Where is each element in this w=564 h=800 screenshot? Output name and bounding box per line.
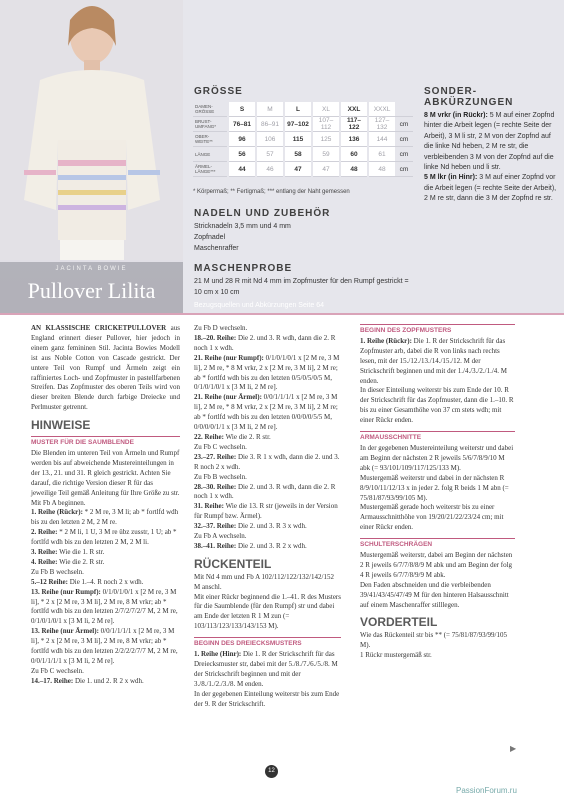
- instruction: [194, 483, 341, 503]
- intro-text: [31, 324, 180, 413]
- size-row-label: OBER-WEITE**: [193, 132, 228, 147]
- size-cell: 57: [256, 147, 284, 162]
- instruction: Mit Fb A beginnen.: [31, 498, 86, 507]
- instruction: In der gegebenen Einteilung weiterstr bis zum Ende der 9. R der Strickschrift.: [194, 689, 340, 708]
- size-cell: 144: [368, 132, 395, 147]
- row-label: 31. Reihe:: [194, 502, 224, 511]
- size-table: [193, 102, 413, 177]
- hem-pattern-text: Die Blenden im unteren Teil von Ärmeln und Rumpf werden bis auf abweichende Mustereinteilungen in der 13., 21. und 31. R gleich gestrickt. Achten Sie darauf, die richtige Version dieser R für das jeweilige Teil gemäß Anleitung für Ihre Größe zu str.: [31, 448, 180, 497]
- abbrev-def: 5 M auf einer Zopfnd hinter die Arbeit legen (= rechte Seite der Arbeit), 3 M li str, 2 M von der Zopfnd auf die linke Nd heben, 2 M re str, die verbleibenden 3 M von der Zopfnd auf die linke Nd heben und li str.: [424, 112, 555, 172]
- size-cell: 117–122: [340, 117, 368, 132]
- sources-note: Bezugsquellen und Abkürzungen Seite 64: [194, 302, 324, 309]
- abbrev-term: 8 M vrkr (in Rückr):: [424, 112, 488, 119]
- column-2: [194, 324, 341, 710]
- instruction: [31, 578, 180, 588]
- needles-line: Zopfnadel: [194, 234, 226, 241]
- size-unit: cm: [395, 132, 413, 147]
- size-cell: 61: [368, 147, 395, 162]
- row-label: 2. Reihe:: [31, 528, 58, 537]
- row-text: Wie die 1. R str.: [57, 548, 105, 557]
- size-cell: 59: [312, 147, 340, 162]
- size-unit: cm: [395, 162, 413, 177]
- row-text: Die 1. und 2. R 2 x wdh.: [73, 676, 144, 685]
- instruction: Den Faden abschneiden und die verbleibenden 39/41/43/45/47/49 M für den hinteren Halsausschnitt auf einem Maschenraffer stilllegen.: [360, 580, 509, 609]
- row-text: Die 1. R der Strickschrift für das Dreiecksmuster str, dabei mit der 5./8./7./6./5./8. M der Strickschrift beginnen und mit der 3./8./1./2./3./8. M enden.: [194, 650, 338, 688]
- gauge-heading: MASCHENPROBE: [194, 263, 293, 274]
- size-cell: 97–102: [284, 117, 312, 132]
- row-label: 32.–37. Reihe:: [194, 522, 237, 531]
- size-cell: 47: [312, 162, 340, 177]
- size-cell: 46: [256, 162, 284, 177]
- instruction: [194, 542, 341, 552]
- instruction: [31, 558, 180, 568]
- instruction: [31, 588, 180, 628]
- instruction: Zu Fb B wechseln.: [194, 472, 247, 481]
- size-row: [193, 102, 413, 117]
- size-cell: 47: [284, 162, 312, 177]
- size-cell: 44: [228, 162, 256, 177]
- row-text: Wie die 2. R str.: [57, 557, 105, 566]
- instruction: 1 Rückr mustergemäß str.: [360, 651, 432, 660]
- instruction: [194, 522, 341, 532]
- row-text: Die 1.–4. R noch 2 x wdh.: [67, 577, 144, 586]
- size-cell: S: [228, 102, 256, 117]
- size-row: [193, 162, 413, 177]
- size-cell: 125: [312, 132, 340, 147]
- instruction: [194, 354, 341, 394]
- size-cell: 107–112: [312, 117, 340, 132]
- abbrev-term: 5 M lkr (in Hinr):: [424, 174, 478, 182]
- size-row: [193, 117, 413, 132]
- needles-list: [194, 221, 291, 254]
- row-label: 23.–27. Reihe:: [194, 452, 237, 461]
- size-cell: L: [284, 102, 312, 117]
- cable-pattern-heading: BEGINN DES ZOPFMUSTERS: [360, 324, 515, 336]
- row-label: 1. Reihe (Hinr):: [194, 650, 242, 659]
- size-row-label: BRUST-UMFANG*: [193, 117, 228, 132]
- size-unit: cm: [395, 117, 413, 132]
- size-cell: 58: [284, 147, 312, 162]
- row-text: Die 2. und 3. R 3 x wdh.: [236, 522, 307, 531]
- row-label: 28.–30. Reihe:: [194, 482, 237, 491]
- instruction: Zu Fb A wechseln.: [194, 532, 247, 541]
- size-cell: 136: [340, 132, 368, 147]
- instruction: Zu Fb C wechseln.: [194, 442, 247, 451]
- abbrev-heading-line2: ABKÜRZUNGEN: [424, 97, 514, 108]
- abbrev-def: 3 M auf einer Zopfnd vor die Arbeit legen (= rechte Seite der Arbeit), 2 M re str, dann die 3 M der Zopfnd re str.: [424, 174, 557, 203]
- abbrev-heading: [424, 86, 513, 108]
- size-cell: M: [256, 102, 284, 117]
- row-text: Die 2. und 3. R wdh, dann die 2. R noch 1 x wdh.: [194, 333, 336, 352]
- size-unit: cm: [395, 147, 413, 162]
- size-row: [193, 132, 413, 147]
- instruction: Mustergemäß weiterstr und dabei in der nächsten R 8/9/10/11/12/13 x in jeder 2. folg R beids 1 M abn (= 75/81/87/93/99/105 M).: [360, 473, 509, 502]
- row-text: Die 2. und 3. R 2 x wdh.: [236, 541, 307, 550]
- size-cell: XL: [312, 102, 340, 117]
- row-label: 1. Reihe (Rückr):: [360, 336, 412, 345]
- instruction: In dieser Einteilung weiterstr bis zum Ende der 10. R der Strickschrift für das Zopfmuster, dann die 1.–10. R bis zu einer Gesamthöhe von 37 cm stets wdh; mit einer Rückr enden.: [360, 386, 514, 425]
- model-photo: [0, 0, 183, 260]
- instruction: [194, 393, 341, 433]
- instruction: [360, 337, 515, 387]
- instruction: [31, 508, 180, 528]
- row-label: 13. Reihe (nur Rumpf):: [31, 587, 101, 596]
- intro-lead: AN KLASSISCHE CRICKETPULLOVER: [31, 324, 167, 332]
- needles-heading: NADELN UND ZUBEHÖR: [194, 208, 331, 219]
- instruction: Zu Fb B wechseln.: [31, 567, 84, 576]
- continue-arrow-icon: ▶: [510, 744, 517, 753]
- size-cell: 76–81: [228, 117, 256, 132]
- size-heading: GRÖSSE: [194, 86, 243, 97]
- instruction: [31, 627, 180, 667]
- row-label: 21. Reihe (nur Rumpf):: [194, 353, 264, 362]
- size-cell: 127–132: [368, 117, 395, 132]
- row-label: 22. Reihe:: [194, 432, 224, 441]
- size-cell: 96: [228, 132, 256, 147]
- size-cell: 48: [340, 162, 368, 177]
- triangle-pattern-heading: BEGINN DES DREIECKSMUSTERS: [194, 637, 341, 649]
- instruction: [194, 334, 341, 354]
- armhole-heading: ARMAUSSCHNITTE: [360, 431, 515, 443]
- row-label: 18.–20. Reihe:: [194, 333, 237, 342]
- size-row: [193, 147, 413, 162]
- row-label: 13. Reihe (nur Ärmel):: [31, 627, 99, 636]
- needles-line: Stricknadeln 3,5 mm und 4 mm: [194, 223, 291, 230]
- size-cell: XXL: [340, 102, 368, 117]
- size-footnote: * Körpermaß; ** Fertigmaß; *** entlang der Naht gemessen: [193, 189, 350, 195]
- size-row-label: DAMEN-GRÖSSE: [193, 102, 228, 117]
- row-text: Die 1. R der Strickschrift für das Zopfmuster arb, dabei die R von links nach rechts lesen, mit der 15./12./13./14./15./12. M der Strickschrift beginnen und mit der 1./4./3./2./1./4. M enden.: [360, 336, 507, 385]
- instruction: [194, 453, 341, 473]
- row-label: 4. Reihe:: [31, 557, 58, 566]
- notes-heading: HINWEISE: [31, 418, 91, 433]
- instruction: Mit einer Rückr beginnend die 1.–41. R des Musters für die Saumblende (für den Rumpf) str und dabei am Ende der letzten R 1 M zun (= 103/113/123/133/143/153 M).: [194, 592, 341, 631]
- row-text: 0/0/1/1/1/1 x [2 M re, 3 M li], * 2 x [2 M re, 3 M li], 2 M re, 8 M vrkr; ab * fortlfd wdh bis zu den letzten 2/2/2/2/7/7 M, 2 M re, 0/0/1/1/1/1 x [3 M li, 2 M re].: [31, 627, 178, 665]
- instruction: Mit Nd 4 mm und Fb A 102/112/122/132/142/152 M anschl.: [194, 572, 334, 591]
- size-cell: 56: [228, 147, 256, 162]
- row-text: Wie die 2. R str.: [223, 432, 271, 441]
- row-text: Die 2. und 3. R wdh, dann die 2. R noch 1 x wdh.: [194, 482, 336, 501]
- instruction: Mustergemäß weiterstr, dabei am Beginn der nächsten 2 R jeweils 6/7/7/8/8/9 M abk und am Beginn der folg 4 R jeweils 6/7/7/8/9/9 M abk.: [360, 551, 513, 579]
- row-text: Wie die 13. R str (jeweils in der Version für Rumpf bzw. Ärmel).: [194, 502, 338, 521]
- size-cell: 60: [340, 147, 368, 162]
- row-text: Die 3. R 1 x wdh, dann die 2. und 3. R noch 2 x wdh.: [194, 452, 340, 471]
- abbrev-text: [424, 111, 560, 205]
- column-3: [360, 324, 515, 661]
- size-cell: 115: [284, 132, 312, 147]
- hem-pattern-heading: MUSTER FÜR DIE SAUMBLENDE: [31, 436, 180, 448]
- row-label: 38.–41. Reihe:: [194, 541, 237, 550]
- instruction: [194, 502, 341, 522]
- size-cell: 106: [256, 132, 284, 147]
- column-1: [31, 324, 180, 687]
- instruction: [31, 528, 180, 548]
- row-text: 0/1/0/1/0/1 x [2 M re, 3 M li], * 2 x [2 M re, 3 M li], 2 M re, 8 M vrkr; ab * fortlfd wdh bis zu den letzten 2/7/2/7/2/7 M, 2 M re, 0/1/0/1/0/1 x [3 M li, 2 M re].: [31, 587, 178, 626]
- front-heading: VORDERTEIL: [360, 615, 438, 630]
- row-label: 21. Reihe (nur Ärmel):: [194, 393, 262, 402]
- needles-line: Maschenraffer: [194, 245, 239, 252]
- size-cell: XXXL: [368, 102, 395, 117]
- instruction: In der gegebenen Mustereinteilung weiterstr und dabei am Beginn der nächsten 2 R jeweils 5/6/7/8/9/10 M abk (= 93/101/109/117/125/133 M).: [360, 443, 514, 472]
- author-name: JACINTA BOWIE: [55, 266, 128, 272]
- instruction: Wie das Rückenteil str bis ** (= 75/81/87/93/99/105 M).: [360, 631, 507, 650]
- gauge-text: 21 M und 28 R mit Nd 4 mm im Zopfmuster für den Rumpf gestrickt = 10 cm x 10 cm: [194, 278, 409, 296]
- row-label: 14.–17. Reihe:: [31, 676, 74, 685]
- instruction: [31, 677, 180, 687]
- row-text: 0/1/0/1/0/1 x [2 M re, 3 M li], 2 M re, * 8 M vrkr, 2 x [2 M re, 3 M li], 2 M re; ab * fortlfd wdh bis zu den letzten 0/5/0/5/0/5 M, 0/1/0/1/0/1 x [3 M li, 2 M re].: [194, 353, 340, 392]
- divider-line: [0, 313, 564, 315]
- hero-image: [0, 0, 183, 313]
- pattern-title: Pullover Lilita: [27, 278, 156, 303]
- instruction: [31, 548, 180, 558]
- shoulder-heading: SCHULTERSCHRÄGEN: [360, 538, 515, 550]
- instruction: Zu Fb D wechseln.: [194, 324, 248, 332]
- watermark: PassionForum.ru: [456, 786, 517, 795]
- row-label: 3. Reihe:: [31, 548, 58, 557]
- instruction: [194, 433, 341, 443]
- row-text: * 2 M re, 3 M li; ab * fortlfd wdh bis zu den letzten 2 M, 2 M re.: [31, 508, 179, 527]
- instruction: Mustergemäß gerade hoch weiterstr bis zu einer Armausschnitthöhe von 19/20/21/22/23/24 cm; mit einer Rückr enden.: [360, 503, 504, 532]
- row-label: 1. Reihe (Rückr):: [31, 508, 83, 517]
- row-text: 0/0/1/1/1/1 x [2 M re, 3 M li], 2 M re, * 8 M vrkr, 2 x [2 M re, 3 M li], 2 M re; ab * fortlfd wdh bis zu den letzten 0/0/0/0/5/5 M, 0/0/0/0/1/1 x [3 M li, 2 M re].: [194, 393, 338, 432]
- abbrev-heading-line1: SONDER-: [424, 86, 478, 97]
- size-cell: 86–91: [256, 117, 284, 132]
- size-row-label: LÄNGE: [193, 147, 228, 162]
- size-cell: 48: [368, 162, 395, 177]
- size-row-label: ÄRMEL-LÄNGE***: [193, 162, 228, 177]
- instruction: [194, 650, 341, 690]
- row-text: * 2 M li, 1 U, 3 M re übz zusstr, 1 U; ab * fortlfd wdh bis zu den letzten 2 M, 2 M li.: [31, 528, 177, 547]
- instruction: Zu Fb C wechseln.: [31, 666, 84, 675]
- page-number: 12: [265, 765, 278, 778]
- intro-body: aus England erinnert dieser Pullover, hier jedoch in einem ganz femininen Stil. Jacinta Bowies Modell ist aus Noble Cotton von Cascade gestrickt. Der untere Teil von Rumpf und Ärmeln zeigt ein raffiniertes Loch- und Zopfmuster in pastellfarbenen Streifen. Das Zopfmuster des oberen Teils wird von dieser breiten Blende durch farbige Dreiecke und Perlmuster getrennt.: [31, 324, 180, 412]
- size-unit: [395, 102, 413, 117]
- row-label: 5.–12 Reihe:: [31, 577, 68, 586]
- back-heading: RÜCKENTEIL: [194, 556, 272, 571]
